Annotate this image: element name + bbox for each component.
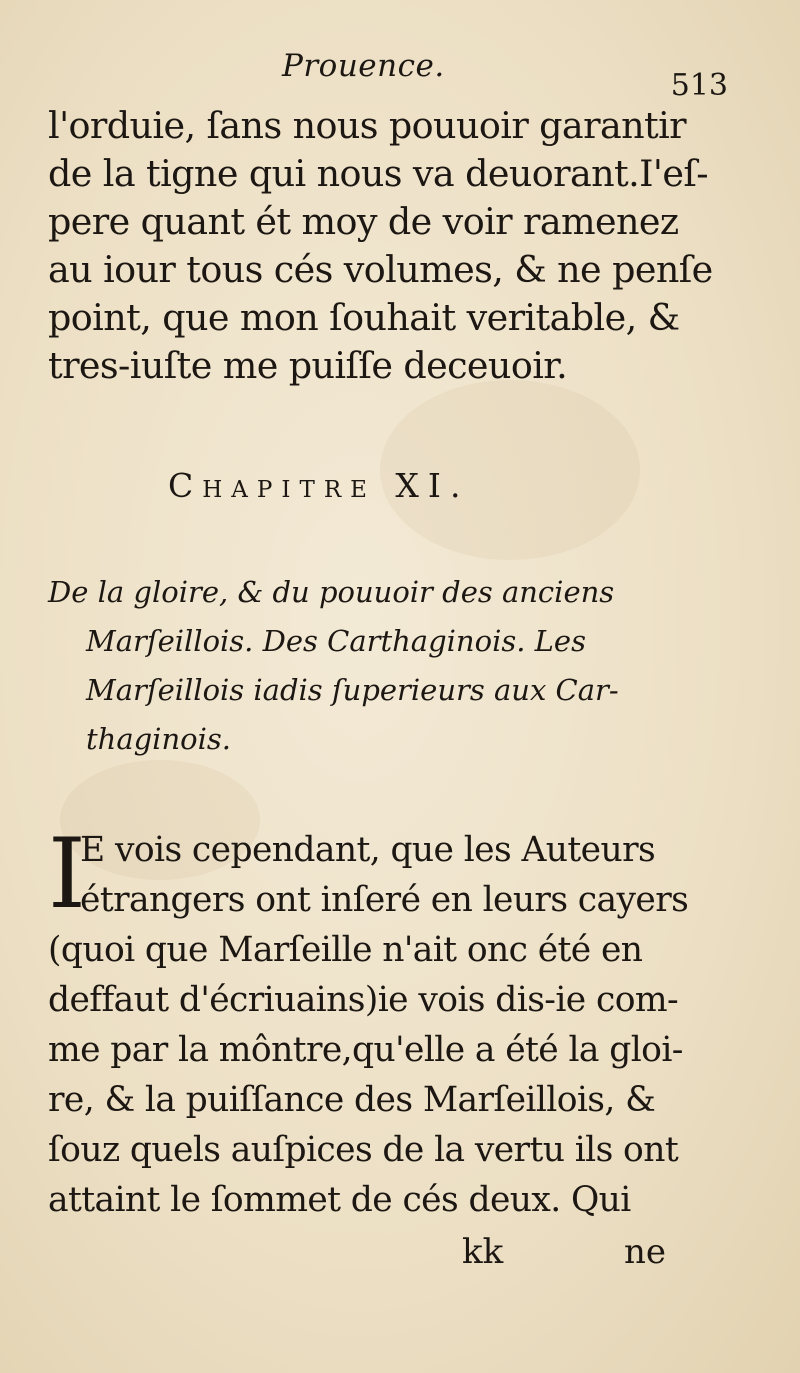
text-line: pere quant ét moy de voir ramenez [48, 200, 679, 243]
summary-line: Marſeillois iadis ſuperieurs aux Car- [86, 673, 619, 707]
text-line: point, que mon ſouhait veritable, & [48, 296, 680, 339]
text-line: (quoi que Marſeille n'ait onc été en [48, 930, 643, 970]
text-line: de la tigne qui nous va deuorant.I'eſ- [48, 152, 709, 195]
summary-line: De la gloire, & du pouuoir des anciens [48, 575, 615, 609]
text-line: attaint le ſommet de cés deux. Qui [48, 1180, 631, 1220]
text-line: au iour tous cés volumes, & ne penſe [48, 248, 713, 291]
page-number: 513 [670, 68, 728, 103]
text-line: étrangers ont inſeré en leurs cayers [80, 880, 689, 920]
catchword: ne [624, 1232, 667, 1272]
text-line: me par la môntre,qu'elle a été la gloi- [48, 1030, 683, 1070]
summary-line: Marſeillois. Des Carthaginois. Les [86, 624, 586, 658]
text-line: ſouz quels auſpices de la vertu ils ont [48, 1130, 679, 1170]
page-header [50, 48, 740, 103]
text-line: deffaut d'écriuains)ie vois dis-ie com- [48, 980, 679, 1020]
body-paragraph [48, 818, 698, 1225]
summary-line: thaginois. [86, 722, 231, 756]
text-line: re, & la puiſſance des Marſeillois, & [48, 1080, 656, 1120]
text-line: l'orduie, ſans nous pouuoir garantir [48, 104, 687, 147]
top-paragraph [48, 102, 713, 390]
text-line: tres-iuſte me puiſſe deceuoir. [48, 344, 568, 387]
signature-mark: kk [462, 1232, 504, 1272]
drop-cap: I [48, 818, 86, 930]
running-title: Prouence. [282, 48, 445, 84]
text-line: E vois cependant, que les Auteurs [80, 830, 656, 870]
chapter-summary [48, 568, 688, 764]
chapter-heading: Chapitre XI. [168, 466, 470, 505]
